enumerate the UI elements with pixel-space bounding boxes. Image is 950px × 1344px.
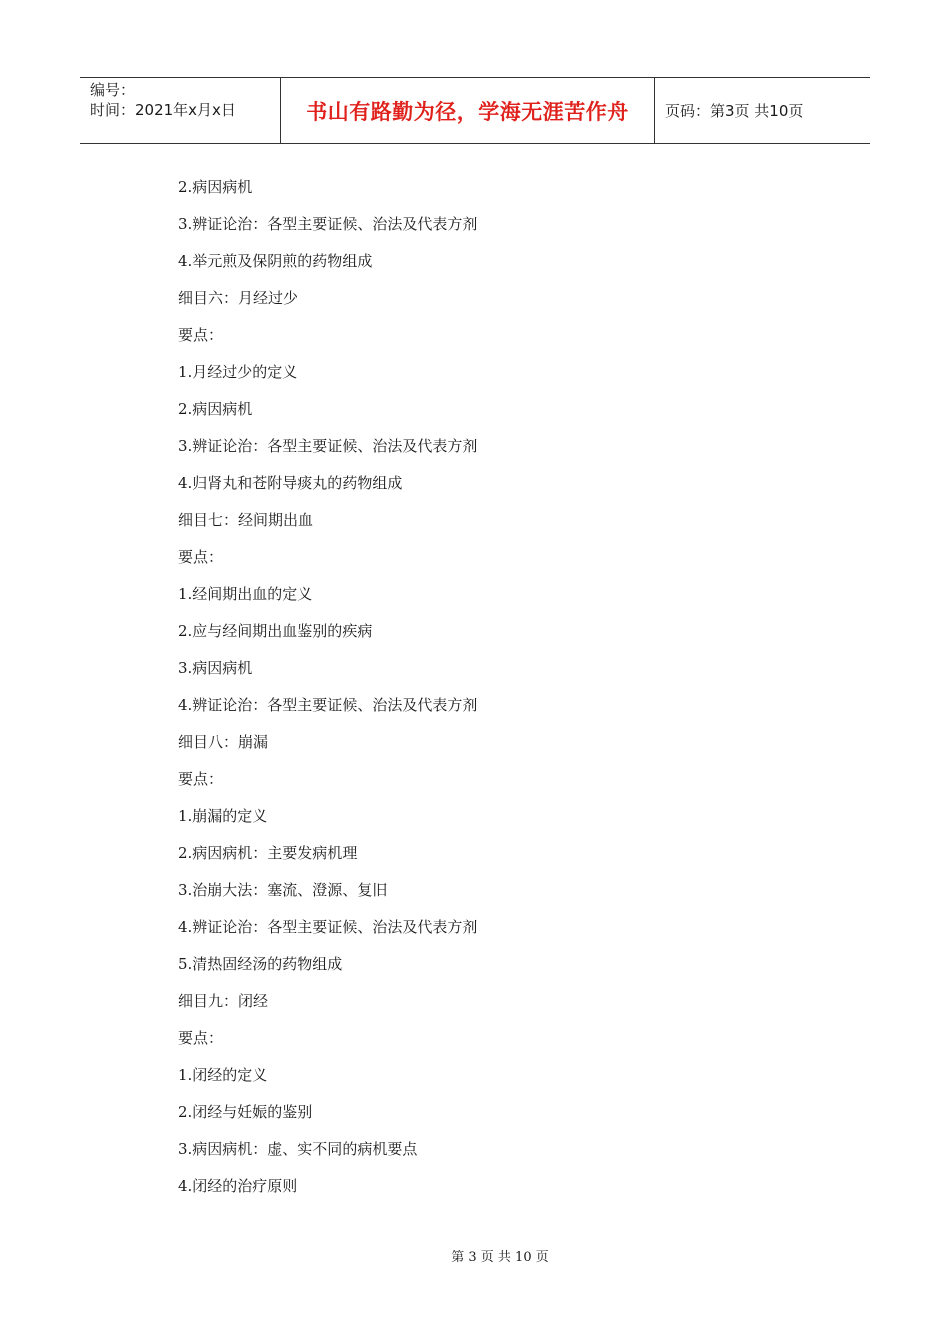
body-line: 2.病因病机 xyxy=(178,178,253,196)
body-line: 3.辨证论治：各型主要证候、治法及代表方剂 xyxy=(178,215,478,233)
body-line: 2.应与经间期出血鉴别的疾病 xyxy=(178,622,373,640)
body-line: 1.月经过少的定义 xyxy=(178,363,298,381)
body-line: 2.闭经与妊娠的鉴别 xyxy=(178,1103,313,1121)
key-points-label: 要点： xyxy=(178,1029,224,1047)
header-meta xyxy=(80,78,281,143)
body-line: 1.闭经的定义 xyxy=(178,1066,268,1084)
body-line: 4.归肾丸和苍附导痰丸的药物组成 xyxy=(178,474,403,492)
key-points-label: 要点： xyxy=(178,326,224,344)
header-motto-cell xyxy=(281,78,655,143)
page-footer: 第 3 页 共 10 页 xyxy=(451,1250,549,1265)
header-page-info-cell xyxy=(655,78,870,143)
body-line: 1.崩漏的定义 xyxy=(178,807,268,825)
body-line: 4.举元煎及保阴煎的药物组成 xyxy=(178,252,373,270)
section-heading: 细目六：月经过少 xyxy=(178,289,299,307)
body-line: 3.病因病机 xyxy=(178,659,253,677)
document-time: 时间：2021年x月x日 xyxy=(90,101,236,119)
body-line: 3.辨证论治：各型主要证候、治法及代表方剂 xyxy=(178,437,478,455)
section-heading: 细目八：崩漏 xyxy=(178,733,269,751)
body-line: 3.治崩大法：塞流、澄源、复旧 xyxy=(178,881,388,899)
header-page-info: 页码：第3页 共10页 xyxy=(665,102,804,120)
body-line: 4.辨证论治：各型主要证候、治法及代表方剂 xyxy=(178,696,478,714)
body-line: 4.辨证论治：各型主要证候、治法及代表方剂 xyxy=(178,918,478,936)
body-line: 3.病因病机：虚、实不同的病机要点 xyxy=(178,1140,418,1158)
body-line: 2.病因病机 xyxy=(178,400,253,418)
key-points-label: 要点： xyxy=(178,770,224,788)
body-line: 1.经间期出血的定义 xyxy=(178,585,313,603)
section-heading: 细目七：经间期出血 xyxy=(178,511,314,529)
document-body xyxy=(178,176,477,1212)
page-header xyxy=(80,77,870,144)
header-motto: 书山有路勤为径，学海无涯苦作舟 xyxy=(306,99,629,124)
document-number: 编号： xyxy=(90,81,136,99)
body-line: 2.病因病机：主要发病机理 xyxy=(178,844,358,862)
section-heading: 细目九：闭经 xyxy=(178,992,269,1010)
key-points-label: 要点： xyxy=(178,548,224,566)
body-line: 5.清热固经汤的药物组成 xyxy=(178,955,343,973)
body-line: 4.闭经的治疗原则 xyxy=(178,1177,298,1195)
